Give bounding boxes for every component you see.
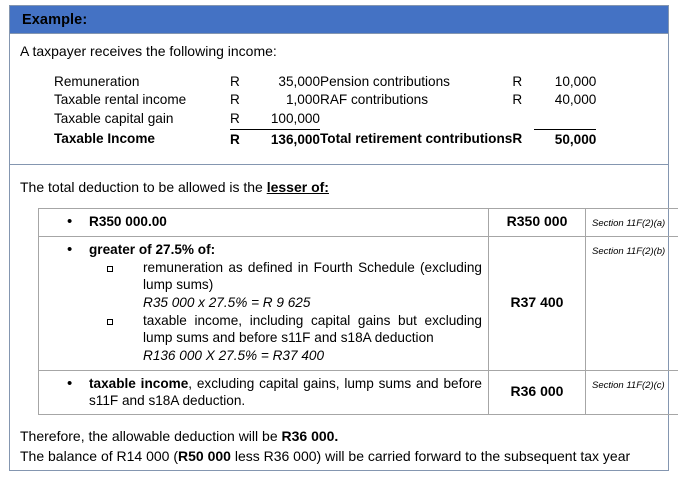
list-item <box>67 375 482 410</box>
list-item <box>67 241 482 364</box>
example-box <box>9 5 669 471</box>
deduction-reference-cell <box>586 209 678 237</box>
income-amount: 35,000 <box>278 73 320 89</box>
closing-line2-part2: less R36 000) will be carried forward to the subsequent tax year <box>230 447 631 464</box>
table-row <box>39 237 678 370</box>
sub-item-calculation: R136 000 X 27.5% = R37 400 <box>143 348 325 363</box>
income-amount: 1,000 <box>285 92 320 108</box>
closing-line-1 <box>20 427 668 446</box>
total-contributions-amount: 50,000 <box>534 130 596 150</box>
closing-line-2 <box>20 447 668 466</box>
deduction-bullet-text: R350 000.00 <box>89 214 167 230</box>
deduction-bullet-bold: taxable income <box>89 375 189 391</box>
contribution-amount <box>534 110 596 129</box>
total-contributions-label: Total retirement contributions <box>320 130 513 146</box>
total-income-label: Taxable Income <box>54 130 155 146</box>
table-row-total <box>54 130 596 150</box>
income-summary <box>10 61 668 151</box>
lesser-of-lead <box>10 165 668 195</box>
bullet-list <box>45 213 482 230</box>
deduction-bullet-rest: , excluding capital gains, lump sums and before s11F and s18A deduction. <box>89 375 482 409</box>
deduction-reference-cell <box>586 370 678 415</box>
sub-item-text: taxable income, including capital gains but excluding lump sums and before s11F and s18A deduction <box>143 312 482 346</box>
deduction-amount-cell <box>489 209 586 237</box>
total-contributions-currency: R <box>512 130 523 146</box>
table-row <box>39 209 678 237</box>
closing-line2-part1: The balance of R14 000 ( <box>20 447 178 464</box>
lead-emphasis: lesser of: <box>266 179 329 196</box>
table-row <box>54 110 596 129</box>
deduction-amount: R350 000 <box>506 213 568 230</box>
income-currency: R <box>230 92 240 108</box>
sub-item-text: remuneration as defined in Fourth Schedule (excluding lump sums) <box>143 259 482 293</box>
list-item <box>67 213 482 230</box>
income-label: Taxable capital gain <box>54 111 174 127</box>
deduction-amount: R37 400 <box>510 293 564 310</box>
bullet-list <box>45 375 482 410</box>
example-banner <box>10 6 668 34</box>
list-item <box>105 312 482 365</box>
contribution-currency <box>512 110 534 129</box>
contribution-currency: R <box>512 92 523 108</box>
table-row <box>39 370 678 415</box>
income-table <box>54 73 596 151</box>
income-currency: R <box>230 73 240 89</box>
contribution-currency: R <box>512 73 523 89</box>
sub-bullet-list <box>89 259 482 365</box>
deduction-bullet-text: greater of 27.5% of: <box>89 242 216 258</box>
income-currency: R <box>230 111 240 127</box>
lead-prefix: The total deduction to be allowed is the <box>20 179 267 196</box>
table-row <box>54 73 596 92</box>
section-reference: Section 11F(2)(c) <box>592 379 665 391</box>
income-amount: 100,000 <box>270 111 320 127</box>
contribution-label: RAF contributions <box>320 92 429 108</box>
income-label: Remuneration <box>54 73 140 89</box>
deduction-amount-cell <box>489 370 586 415</box>
deduction-amount-cell <box>489 237 586 370</box>
section-reference: Section 11F(2)(b) <box>592 246 666 258</box>
income-label: Taxable rental income <box>54 92 187 108</box>
bullet-list <box>45 241 482 364</box>
closing-line1-amount: R36 000. <box>281 428 339 445</box>
contribution-label: Pension contributions <box>320 73 450 89</box>
closing-line1-prefix: Therefore, the allowable deduction will be <box>20 428 282 445</box>
sub-item-calculation: R35 000 x 27.5% = R 9 625 <box>143 294 311 310</box>
section-reference: Section 11F(2)(a) <box>592 218 666 230</box>
contribution-amount: 40,000 <box>554 92 597 108</box>
closing-line2-amount: R50 000 <box>178 447 231 464</box>
deduction-description-cell <box>39 237 489 370</box>
intro-text: A taxpayer receives the following income: <box>20 43 277 59</box>
closing-paragraph <box>10 415 668 466</box>
banner-title: Example: <box>22 11 88 28</box>
deduction-amount: R36 000 <box>510 383 564 400</box>
deduction-description-cell <box>39 209 489 237</box>
deduction-description-cell <box>39 370 489 415</box>
contribution-label <box>320 110 512 129</box>
list-item <box>105 259 482 312</box>
contribution-amount: 10,000 <box>554 73 597 89</box>
total-income-amount: 136,000 <box>252 130 320 150</box>
table-row <box>54 91 596 110</box>
total-income-currency: R <box>230 130 252 150</box>
deduction-table <box>38 208 678 415</box>
deduction-reference-cell <box>586 237 678 370</box>
